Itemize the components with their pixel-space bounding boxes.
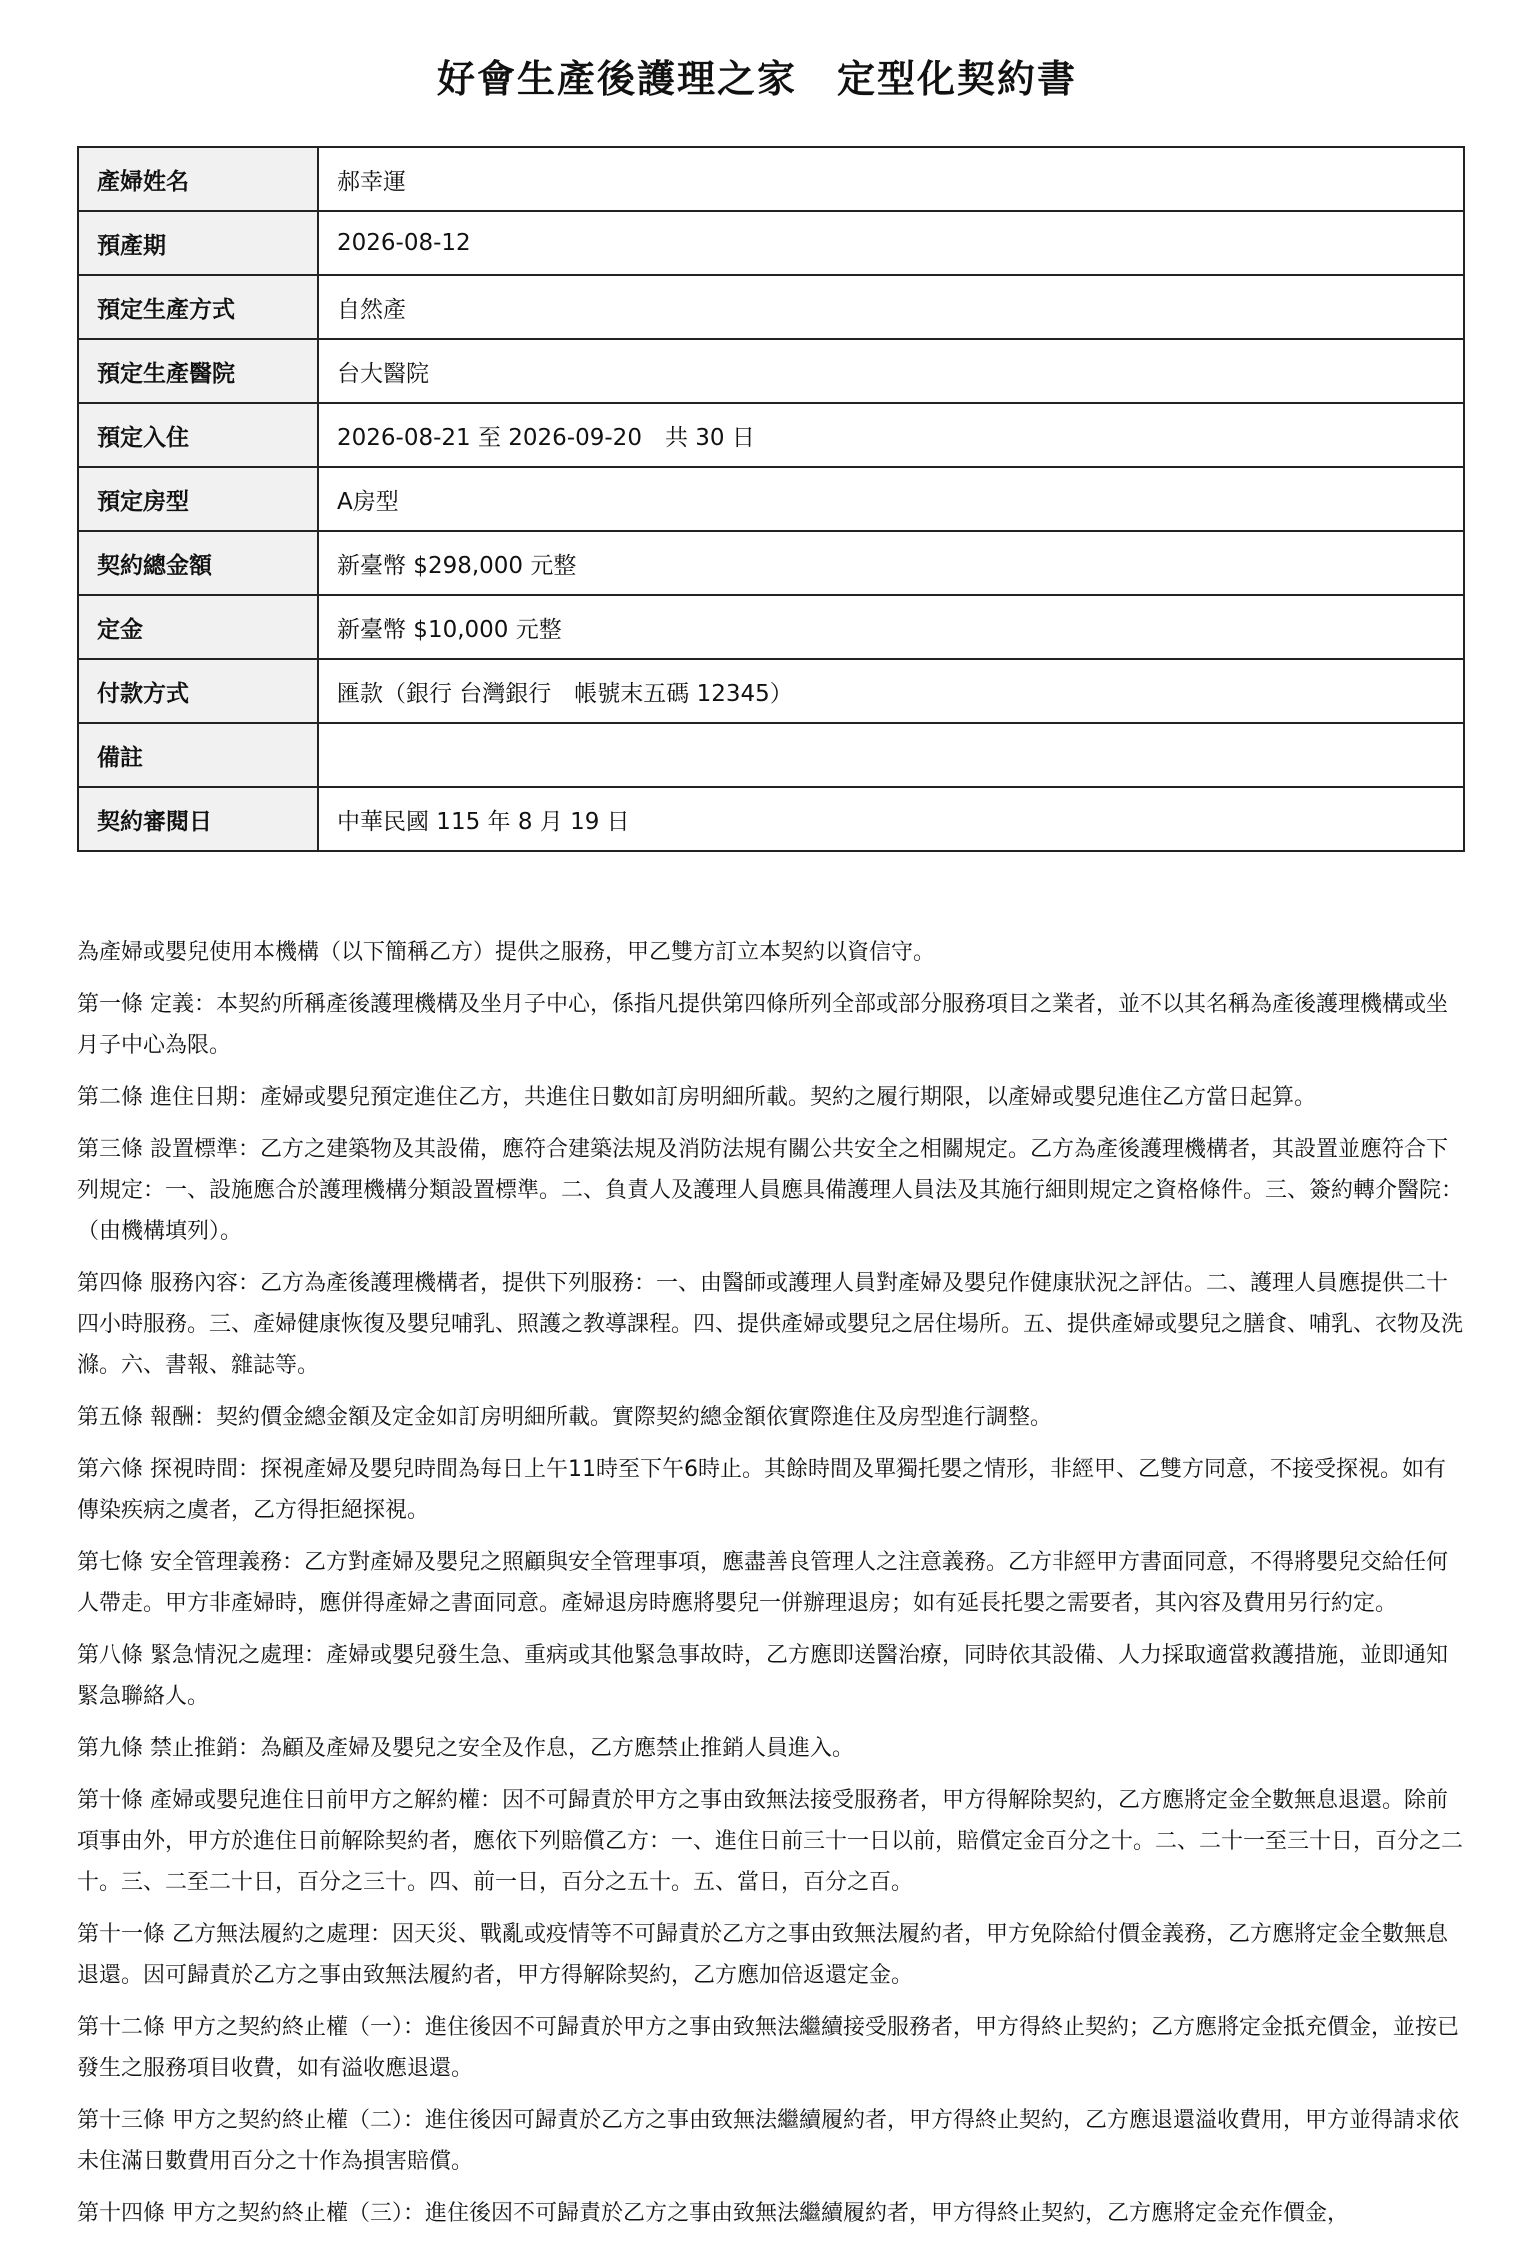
info-row	[78, 147, 1464, 211]
info-label: 契約審閱日	[78, 787, 318, 851]
clause-list	[77, 984, 1465, 2234]
clause-10: 第十條 產婦或嬰兒進住日前甲方之解約權：因不可歸責於甲方之事由致無法接受服務者，甲方得解除契約，乙方應將定金全數無息退還。除前項事由外，甲方於進住日前解除契約者，應依下列賠償乙方：一、進住日前三十一日以前，賠償定金百分之十。二、二十一至三十日，百分之二十。三、二至二十日，百分之三十。四、前一日，百分之五十。五、當日，百分之百。	[77, 1788, 1464, 1895]
clause-7: 第七條 安全管理義務：乙方對產婦及嬰兒之照顧與安全管理事項，應盡善良管理人之注意義務。乙方非經甲方書面同意，不得將嬰兒交給任何人帶走。甲方非產婦時，應併得產婦之書面同意。產婦退房時應將嬰兒一併辦理退房；如有延長托嬰之需要者，其內容及費用另行約定。	[77, 1550, 1448, 1616]
info-value	[318, 723, 1464, 787]
clause-2: 第二條 進住日期：產婦或嬰兒預定進住乙方，共進住日數如訂房明細所載。契約之履行期限，以產婦或嬰兒進住乙方當日起算。	[77, 1085, 1316, 1110]
info-row	[78, 595, 1464, 659]
info-row	[78, 787, 1464, 851]
info-row	[78, 339, 1464, 403]
info-value: 台大醫院	[318, 339, 1464, 403]
info-label: 預定生產醫院	[78, 339, 318, 403]
info-row	[78, 403, 1464, 467]
contract-info-body	[78, 147, 1464, 851]
info-label: 契約總金額	[78, 531, 318, 595]
clause-3: 第三條 設置標準：乙方之建築物及其設備，應符合建築法規及消防法規有關公共安全之相關規定。乙方為產後護理機構者，其設置並應符合下列規定：一、設施應合於護理機構分類設置標準。二、負責人及護理人員應具備護理人員法及其施行細則規定之資格條件。三、簽約轉介醫院：（由機構填列）。	[77, 1137, 1464, 1244]
clause-12: 第十二條 甲方之契約終止權（一）：進住後因不可歸責於甲方之事由致無法繼續接受服務者，甲方得終止契約；乙方應將定金抵充價金，並按已發生之服務項目收費，如有溢收應退還。	[77, 2015, 1459, 2081]
info-label: 預定入住	[78, 403, 318, 467]
info-row	[78, 275, 1464, 339]
info-row	[78, 723, 1464, 787]
contract-info-table	[77, 146, 1465, 852]
info-value: 郝幸運	[318, 147, 1464, 211]
info-value: A房型	[318, 467, 1464, 531]
document-title: 好會生產後護理之家 定型化契約書	[436, 57, 1077, 101]
info-label: 預定房型	[78, 467, 318, 531]
info-row	[78, 467, 1464, 531]
contract-clauses	[77, 932, 1465, 2245]
info-value: 2026-08-21 至 2026-09-20 共 30 日	[318, 403, 1464, 467]
clause-9: 第九條 禁止推銷：為顧及產婦及嬰兒之安全及作息，乙方應禁止推銷人員進入。	[77, 1736, 854, 1761]
info-value: 中華民國 115 年 8 月 19 日	[318, 787, 1464, 851]
info-value: 新臺幣 $298,000 元整	[318, 531, 1464, 595]
info-label: 預定生產方式	[78, 275, 318, 339]
clause-11: 第十一條 乙方無法履約之處理：因天災、戰亂或疫情等不可歸責於乙方之事由致無法履約者，甲方免除給付價金義務，乙方應將定金全數無息退還。因可歸責於乙方之事由致無法履約者，甲方得解除契約，乙方應加倍返還定金。	[77, 1922, 1448, 1988]
clause-14: 第十四條 甲方之契約終止權（三）：進住後因不可歸責於乙方之事由致無法繼續履約者，甲方得終止契約，乙方應將定金充作價金，	[77, 2201, 1349, 2226]
clause-13: 第十三條 甲方之契約終止權（二）：進住後因可歸責於乙方之事由致無法繼續履約者，甲方得終止契約，乙方應退還溢收費用，甲方並得請求依未住滿日數費用百分之十作為損害賠償。	[77, 2108, 1459, 2174]
info-label: 付款方式	[78, 659, 318, 723]
info-value: 2026-08-12	[318, 211, 1464, 275]
info-value: 自然產	[318, 275, 1464, 339]
clause-5: 第五條 報酬：契約價金總金額及定金如訂房明細所載。實際契約總金額依實際進住及房型進行調整。	[77, 1405, 1052, 1430]
clause-4: 第四條 服務內容：乙方為產後護理機構者，提供下列服務：一、由醫師或護理人員對產婦及嬰兒作健康狀況之評估。二、護理人員應提供二十四小時服務。三、產婦健康恢復及嬰兒哺乳、照護之教導課程。四、提供產婦或嬰兒之居住場所。五、提供產婦或嬰兒之膳食、哺乳、衣物及洗滌。六、書報、雜誌等。	[77, 1271, 1464, 1378]
info-label: 備註	[78, 723, 318, 787]
clause-8: 第八條 緊急情況之處理：產婦或嬰兒發生急、重病或其他緊急事故時，乙方應即送醫治療，同時依其設備、人力採取適當救護措施，並即通知緊急聯絡人。	[77, 1643, 1448, 1709]
preamble: 為產婦或嬰兒使用本機構（以下簡稱乙方）提供之服務，甲乙雙方訂立本契約以資信守。	[77, 940, 936, 965]
info-label: 定金	[78, 595, 318, 659]
clause-6: 第六條 探視時間：探視產婦及嬰兒時間為每日上午11時至下午6時止。其餘時間及單獨托嬰之情形，非經甲、乙雙方同意，不接受探視。如有傳染疾病之虞者，乙方得拒絕探視。	[77, 1457, 1446, 1523]
info-label: 預產期	[78, 211, 318, 275]
info-row	[78, 211, 1464, 275]
info-label: 產婦姓名	[78, 147, 318, 211]
info-value: 匯款（銀行 台灣銀行 帳號末五碼 12345）	[318, 659, 1464, 723]
info-row	[78, 531, 1464, 595]
clause-1: 第一條 定義：本契約所稱產後護理機構及坐月子中心，係指凡提供第四條所列全部或部分服務項目之業者，並不以其名稱為產後護理機構或坐月子中心為限。	[77, 992, 1448, 1058]
info-value: 新臺幣 $10,000 元整	[318, 595, 1464, 659]
info-row	[78, 659, 1464, 723]
